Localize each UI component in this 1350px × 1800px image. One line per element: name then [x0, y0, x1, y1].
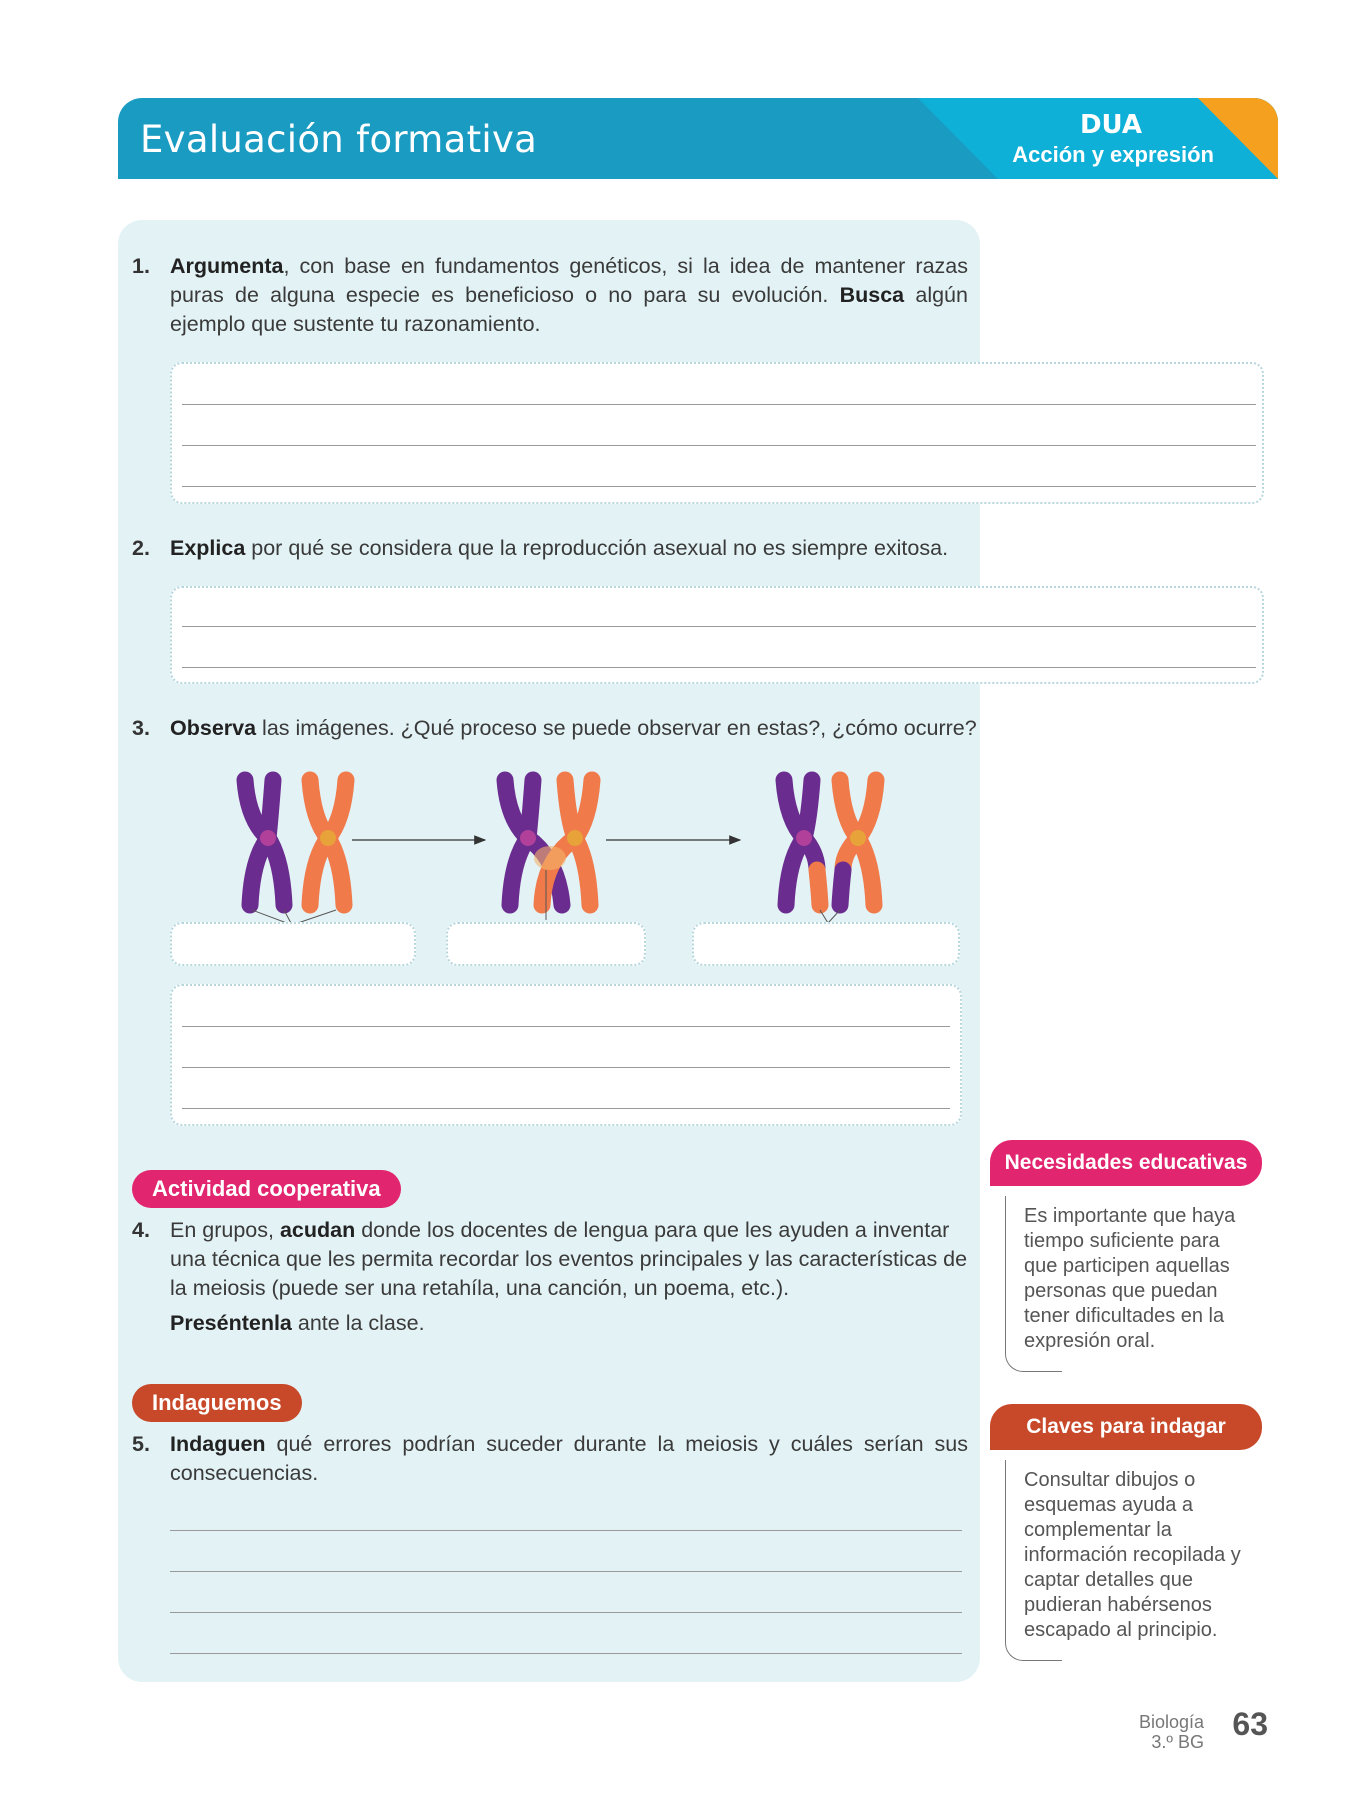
- question-verb: Preséntenla: [170, 1311, 292, 1335]
- question-number: 3.: [132, 716, 150, 740]
- question-3: [132, 714, 980, 743]
- question-4: [132, 1216, 970, 1338]
- question-text: qué errores podrían suceder durante la meiosis y cuáles serían sus consecuencias.: [170, 1432, 968, 1485]
- question-text: ante la clase.: [291, 1311, 425, 1335]
- subject-name: Biología: [1138, 1712, 1204, 1732]
- answer-line: [170, 1571, 962, 1572]
- question-2: [132, 534, 970, 563]
- needs-title: Necesidades educativas: [990, 1140, 1262, 1186]
- crossing-over-figure: [160, 760, 980, 930]
- footer-subject: [1139, 1712, 1204, 1752]
- answer-line: [182, 486, 1256, 487]
- chromosome-pair-2: [505, 780, 592, 920]
- question-text: donde los docentes de lengua para que les ayuden a inventar una técnica que les permita recordar los eventos principales y las características de la meiosis (puede ser una retahíla, una canción, un poema, etc.).: [170, 1218, 968, 1300]
- grade-label: 3.º BG: [1151, 1732, 1204, 1752]
- question-verb: Busca: [839, 283, 905, 307]
- answer-line: [170, 1653, 962, 1654]
- question-text: En grupos,: [170, 1218, 280, 1242]
- dua-title: DUA: [1079, 110, 1142, 140]
- chromosome-pair-1: [245, 780, 346, 925]
- cooperative-activity-pill: Actividad cooperativa: [132, 1170, 401, 1208]
- dua-subtitle: Acción y expresión: [1012, 142, 1214, 167]
- centromere: [567, 830, 583, 846]
- question-verb: Explica: [170, 536, 246, 560]
- question-number: 4.: [132, 1218, 150, 1242]
- answer-line: [182, 1067, 950, 1068]
- answer-area-5[interactable]: [170, 1500, 962, 1660]
- centromere: [320, 830, 336, 846]
- answer-line: [182, 404, 1256, 405]
- chiasma: [534, 846, 566, 870]
- header-banner: [118, 98, 1278, 179]
- answer-line: [182, 445, 1256, 446]
- label-box-3[interactable]: [692, 922, 960, 966]
- question-verb: Indaguen: [170, 1432, 266, 1456]
- indaguemos-pill: Indaguemos: [132, 1384, 302, 1422]
- centromere: [796, 830, 812, 846]
- keys-title: Claves para indagar: [990, 1404, 1262, 1450]
- question-text: algún ejemplo que sustente tu razonamiento.: [170, 283, 968, 336]
- question-number: 5.: [132, 1432, 150, 1456]
- centromere: [850, 830, 866, 846]
- keys-text: Consultar dibujos o esquemas ayuda a complementar la información recopilada y captar detalles que pudieran habérsenos escapado al principio.: [1024, 1469, 1241, 1641]
- page-number: 63: [1232, 1706, 1268, 1742]
- question-5: [132, 1430, 968, 1488]
- question-number: 2.: [132, 536, 150, 560]
- question-text: , con base en fundamentos genéticos, si la idea de mantener razas puras de alguna especie es beneficioso o no para su evolución.: [170, 254, 968, 307]
- answer-box-3[interactable]: [170, 984, 962, 1126]
- label-box-2[interactable]: [446, 922, 646, 966]
- label-box-1[interactable]: [170, 922, 416, 966]
- question-number: 1.: [132, 254, 150, 278]
- needs-text: Es importante que haya tiempo suficiente para que participen aquellas personas que puedan tener dificultades en la expresión oral.: [1024, 1205, 1236, 1352]
- answer-box-2[interactable]: [170, 586, 1264, 684]
- answer-box-1[interactable]: [170, 362, 1264, 504]
- centromere: [520, 830, 536, 846]
- page-title: Evaluación formativa: [140, 118, 538, 161]
- question-verb: Argumenta: [170, 254, 284, 278]
- answer-line: [170, 1530, 962, 1531]
- answer-line: [182, 1026, 950, 1027]
- question-1: [132, 252, 968, 339]
- answer-line: [170, 1612, 962, 1613]
- question-text: por qué se considera que la reproducción asexual no es siempre exitosa.: [245, 536, 949, 560]
- question-text: las imágenes. ¿Qué proceso se puede observar en estas?, ¿cómo ocurre?: [256, 716, 977, 740]
- question-verb: acudan: [279, 1218, 356, 1242]
- centromere: [260, 830, 276, 846]
- answer-line: [182, 1108, 950, 1109]
- answer-line: [182, 667, 1256, 668]
- chromosome-pair-3: [784, 780, 876, 923]
- answer-line: [182, 626, 1256, 627]
- question-verb: Observa: [170, 716, 257, 740]
